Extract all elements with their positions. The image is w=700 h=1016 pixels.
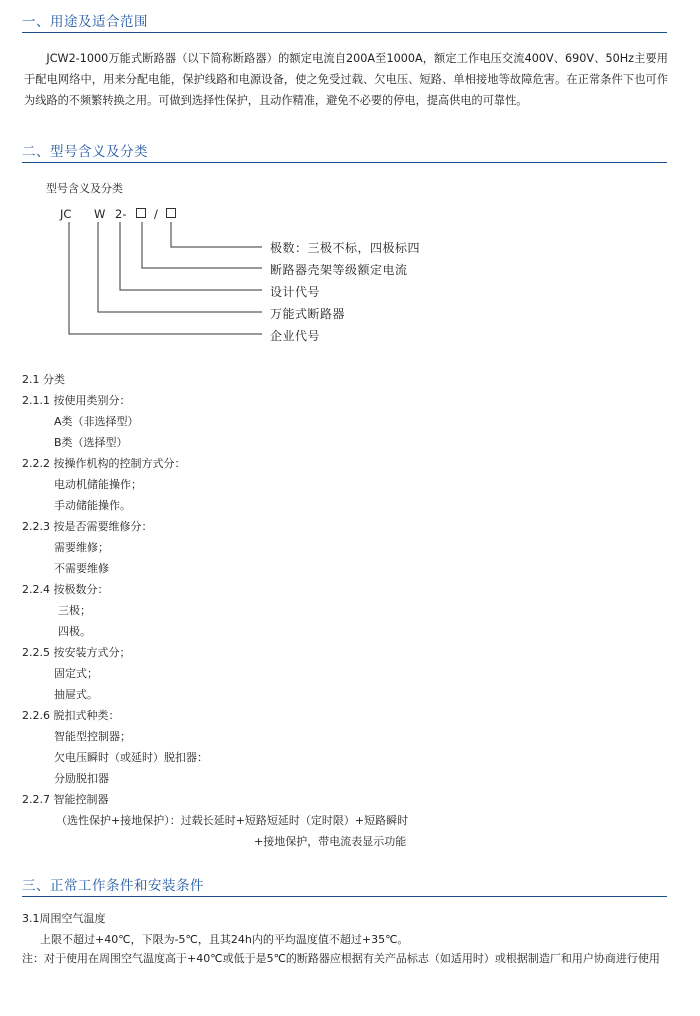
list-item: 2.2.2 按操作机构的控制方式分：	[22, 457, 186, 470]
section-3-title: 三、正常工作条件和安装条件	[22, 878, 204, 894]
list-item: 固定式；	[54, 667, 98, 680]
section-3-header	[22, 874, 667, 897]
list-item: +接地保护，带电流表显示功能	[254, 835, 407, 848]
list-item: 需要维修；	[54, 541, 109, 554]
model-code-brackets	[0, 0, 700, 360]
desc-enterprise-code: 企业代号	[270, 329, 321, 343]
temperature-range: 上限不超过+40℃，下限为-5℃，且其24h内的平均温度值不超过+35℃。	[40, 933, 409, 946]
section-1-title: 一、用途及适合范围	[22, 14, 148, 30]
list-item: 智能型控制器；	[54, 730, 131, 743]
list-item: 2.1.1 按使用类别分：	[22, 394, 131, 407]
desc-universal-breaker: 万能式断路器	[270, 307, 346, 321]
list-item: 四极。	[58, 625, 91, 638]
list-item: 手动储能操作。	[54, 499, 131, 512]
code-jc: JC	[60, 207, 72, 221]
desc-frame-current: 断路器壳架等级额定电流	[270, 263, 408, 277]
list-item: 2.2.7 智能控制器	[22, 793, 109, 806]
intro-paragraph: JCW2-1000万能式断路器（以下简称断路器）的额定电流自200A至1000A，额定工作电压交流400V、690V、50Hz主要用于配电网络中，用来分配电能，保护线路和电源设备，使之免受过载、欠电压、短路、单相接地等故障危害。在正常条件下也可作为线路的不频繁转换之用。可做到选择性保护，且动作精准，避免不必要的停电，提高供电的可靠性。	[24, 52, 668, 107]
temperature-note: 注：对于使用在周围空气温度高于+40℃或低于是5℃的断路器应根据有关产品标志（如适用时）或根据制造厂和用户协商进行使用	[22, 952, 660, 965]
list-item: B类（选择型）	[54, 436, 128, 449]
desc-design-code: 设计代号	[270, 285, 321, 299]
list-item: 2.1 分类	[22, 373, 65, 386]
list-item: 2.2.6 脱扣式种类：	[22, 709, 120, 722]
code-w: W	[94, 207, 106, 221]
list-item: 2.2.4 按极数分：	[22, 583, 109, 596]
list-item: 分励脱扣器	[54, 772, 109, 785]
list-item: 2.2.5 按安装方式分；	[22, 646, 131, 659]
code-slash: /	[154, 207, 158, 221]
list-item: 不需要维修	[54, 562, 109, 575]
list-item: 抽屉式。	[54, 688, 98, 701]
list-item: 电动机储能操作；	[54, 478, 142, 491]
section-2-title: 二、型号含义及分类	[22, 144, 148, 160]
list-item: 欠电压瞬时（或延时）脱扣器：	[54, 751, 208, 764]
desc-poles: 极数：三极不标，四极标四	[270, 241, 421, 255]
model-title: 型号含义及分类	[46, 182, 123, 195]
code-2: 2-	[115, 207, 127, 221]
list-item: A类（非选择型）	[54, 415, 139, 428]
list-item: 2.2.3 按是否需要维修分：	[22, 520, 153, 533]
list-item: （选性保护+接地保护）：过载长延时+短路短延时（定时限）+短路瞬时	[56, 814, 409, 827]
list-item: 三极；	[58, 604, 91, 617]
temperature-heading: 3.1周围空气温度	[22, 912, 106, 925]
